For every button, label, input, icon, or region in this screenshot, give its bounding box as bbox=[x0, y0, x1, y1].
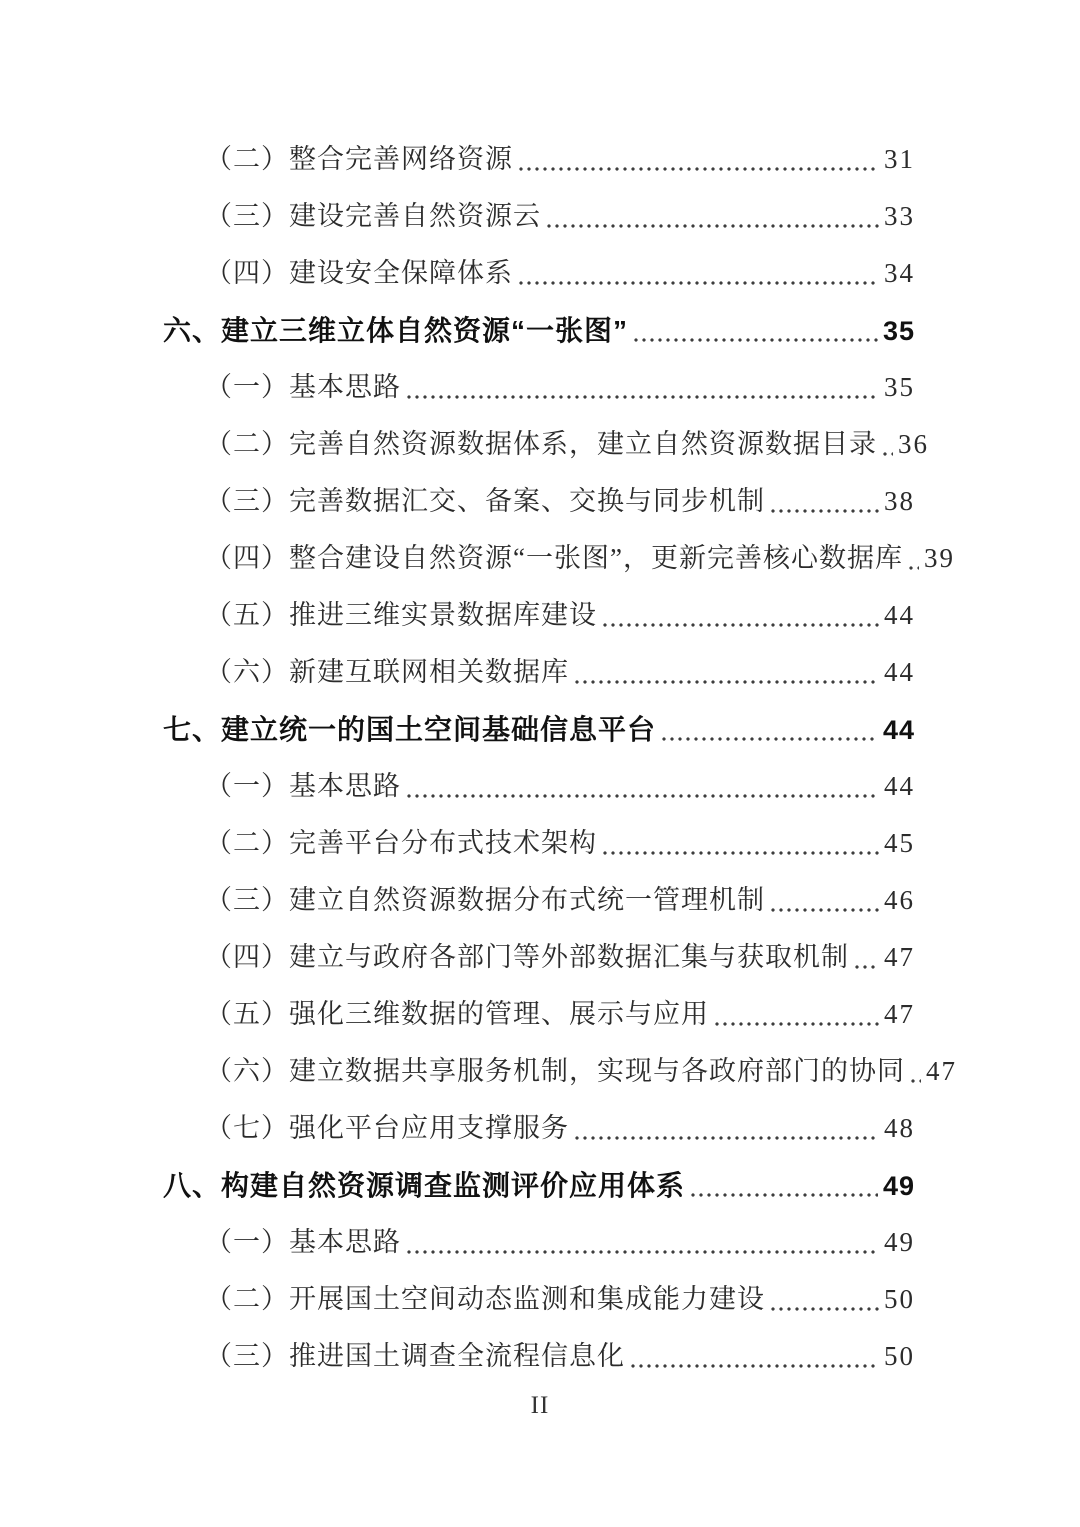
toc-entry bbox=[205, 359, 915, 416]
toc-entry-page: 33 bbox=[884, 201, 915, 231]
toc-entry-page: 44 bbox=[884, 600, 915, 630]
toc-entry-page: 44 bbox=[884, 657, 915, 687]
toc-entry-page: 39 bbox=[923, 543, 955, 573]
toc-dot-leader bbox=[545, 188, 879, 245]
toc-entry-page: 35 bbox=[882, 316, 915, 346]
toc-entry-label: （四）整合建设自然资源“一张图”，更新完善核心数据库 bbox=[205, 543, 903, 573]
toc-entry bbox=[205, 1214, 915, 1271]
toc-entry-label: （四）建立与政府各部门等外部数据汇集与获取机制 bbox=[205, 942, 849, 972]
toc-dot-leader bbox=[769, 872, 879, 929]
toc-dot-leader bbox=[660, 701, 878, 758]
toc-entry-page: 47 bbox=[884, 999, 915, 1029]
toc-entry-page: 45 bbox=[884, 828, 915, 858]
toc-entry bbox=[205, 131, 915, 188]
toc-entry-label: （二）开展国土空间动态监测和集成能力建设 bbox=[205, 1284, 765, 1314]
toc-dot-leader bbox=[517, 245, 879, 302]
toc-dot-leader bbox=[405, 758, 879, 815]
toc-entry-label: （五）推进三维实景数据库建设 bbox=[205, 600, 597, 630]
toc-dot-leader bbox=[907, 530, 919, 587]
toc-entry bbox=[205, 758, 915, 815]
toc-entry-page: 49 bbox=[884, 1227, 915, 1257]
toc-entry-page: 50 bbox=[884, 1284, 915, 1314]
toc-dot-leader bbox=[769, 473, 879, 530]
toc-dot-leader bbox=[853, 929, 879, 986]
toc-entry-page: 47 bbox=[884, 942, 915, 972]
toc-entry-page: 34 bbox=[884, 258, 915, 288]
toc-entry bbox=[163, 1157, 915, 1214]
page-footer bbox=[0, 1392, 1080, 1420]
toc-entry bbox=[205, 188, 915, 245]
toc-dot-leader bbox=[689, 1157, 878, 1214]
toc-dot-leader bbox=[629, 1328, 879, 1385]
toc-entry-page: 49 bbox=[882, 1171, 915, 1201]
toc-dot-leader bbox=[909, 1043, 921, 1100]
toc-entry-label: （六）建立数据共享服务机制，实现与各政府部门的协同 bbox=[205, 1056, 905, 1086]
toc-entry-label: （四）建设安全保障体系 bbox=[205, 258, 513, 288]
toc-entry bbox=[205, 530, 955, 587]
toc-entry bbox=[205, 929, 915, 986]
toc-entry-label: （一）基本思路 bbox=[205, 771, 401, 801]
toc-entry-label: （七）强化平台应用支撑服务 bbox=[205, 1113, 569, 1143]
toc-entry-page: 47 bbox=[926, 1056, 957, 1086]
table-of-contents bbox=[163, 131, 957, 1385]
toc-entry-label: （一）基本思路 bbox=[205, 1227, 401, 1257]
toc-entry bbox=[163, 701, 915, 758]
toc-entry bbox=[205, 1100, 915, 1157]
toc-entry bbox=[205, 644, 915, 701]
toc-entry-label: （五）强化三维数据的管理、展示与应用 bbox=[205, 999, 709, 1029]
toc-entry-page: 44 bbox=[882, 715, 915, 745]
toc-entry bbox=[205, 872, 915, 929]
toc-entry bbox=[205, 1271, 915, 1328]
toc-entry bbox=[205, 587, 915, 644]
toc-entry bbox=[205, 245, 915, 302]
toc-entry-page: 31 bbox=[884, 144, 915, 174]
toc-entry-page: 50 bbox=[884, 1341, 915, 1371]
toc-entry bbox=[163, 302, 915, 359]
toc-entry-page: 38 bbox=[884, 486, 915, 516]
toc-entry bbox=[205, 473, 915, 530]
toc-dot-leader bbox=[405, 359, 879, 416]
toc-dot-leader bbox=[632, 302, 878, 359]
toc-entry-label: （三）完善数据汇交、备案、交换与同步机制 bbox=[205, 486, 765, 516]
toc-entry-label: （二）完善平台分布式技术架构 bbox=[205, 828, 597, 858]
toc-entry-page: 35 bbox=[884, 372, 915, 402]
toc-dot-leader bbox=[769, 1271, 879, 1328]
toc-entry bbox=[205, 815, 915, 872]
toc-entry-label: （一）基本思路 bbox=[205, 372, 401, 402]
toc-entry-label: （三）建立自然资源数据分布式统一管理机制 bbox=[205, 885, 765, 915]
toc-entry-label: 七、建立统一的国土空间基础信息平台 bbox=[163, 714, 657, 745]
toc-dot-leader bbox=[601, 815, 879, 872]
toc-entry-label: 八、构建自然资源调查监测评价应用体系 bbox=[163, 1170, 686, 1201]
toc-entry-page: 36 bbox=[898, 429, 929, 459]
toc-entry bbox=[205, 986, 915, 1043]
toc-entry-label: （三）推进国土调查全流程信息化 bbox=[205, 1341, 625, 1371]
footer-page-number: II bbox=[530, 1392, 550, 1419]
toc-entry-label: （二）整合完善网络资源 bbox=[205, 144, 513, 174]
toc-entry-label: （三）建设完善自然资源云 bbox=[205, 201, 541, 231]
toc-entry-label: 六、建立三维立体自然资源“一张图” bbox=[163, 315, 629, 346]
toc-entry-page: 44 bbox=[884, 771, 915, 801]
toc-entry-label: （二）完善自然资源数据体系，建立自然资源数据目录 bbox=[205, 429, 877, 459]
toc-dot-leader bbox=[601, 587, 879, 644]
toc-dot-leader bbox=[573, 644, 879, 701]
toc-entry bbox=[205, 416, 929, 473]
toc-entry-label: （六）新建互联网相关数据库 bbox=[205, 657, 569, 687]
toc-dot-leader bbox=[405, 1214, 879, 1271]
toc-entry bbox=[205, 1328, 915, 1385]
toc-entry-page: 46 bbox=[884, 885, 915, 915]
toc-dot-leader bbox=[713, 986, 879, 1043]
toc-entry-page: 48 bbox=[884, 1113, 915, 1143]
toc-entry bbox=[205, 1043, 957, 1100]
toc-dot-leader bbox=[881, 416, 893, 473]
toc-dot-leader bbox=[573, 1100, 879, 1157]
toc-dot-leader bbox=[517, 131, 879, 188]
